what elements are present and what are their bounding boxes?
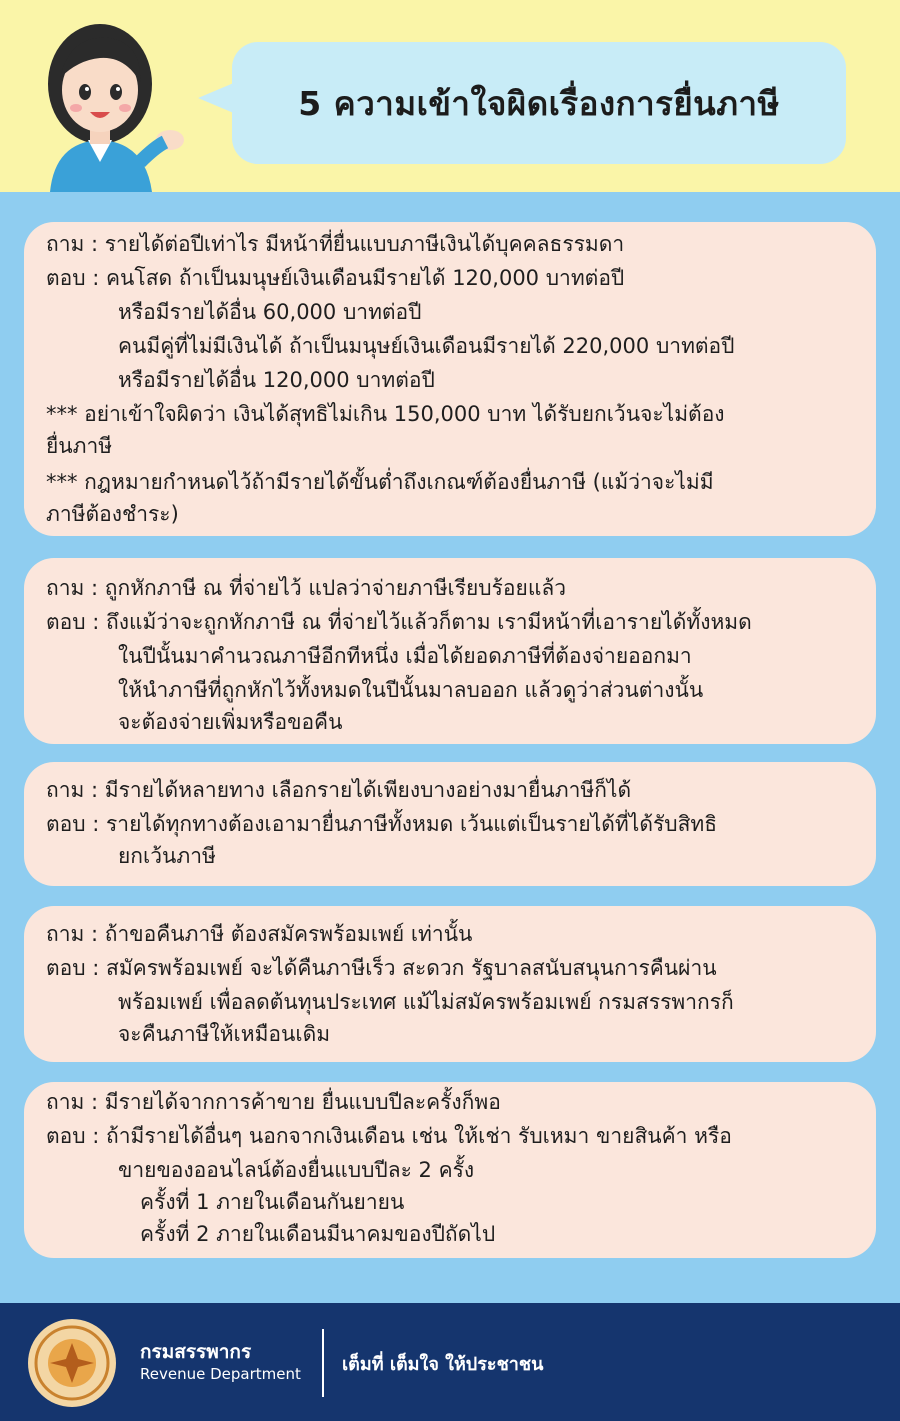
answer-line: ตอบ : ถึงแม้ว่าจะถูกหักภาษี ณ ที่จ่ายไว้แล้วก็ตาม เรามีหน้าที่เอารายได้ทั้งหมด xyxy=(46,610,752,634)
footer-divider xyxy=(322,1329,324,1397)
answer-line: ตอบ : รายได้ทุกทางต้องเอามายื่นภาษีทั้งหมด เว้นแต่เป็นรายได้ที่ได้รับสิทธิ xyxy=(46,812,718,836)
question-line: ถาม : มีรายได้หลายทาง เลือกรายได้เพียงบางอย่างมายื่นภาษีก็ได้ xyxy=(46,778,632,802)
footer-bar xyxy=(0,1303,900,1421)
answer-line: จะต้องจ่ายเพิ่มหรือขอคืน xyxy=(118,710,343,734)
footer-slogan: เต็มที่ เต็มใจ ให้ประชาชน xyxy=(342,1354,544,1375)
answer-line: ในปีนั้นมาคำนวณภาษีอีกทีหนึ่ง เมื่อได้ยอดภาษีที่ต้องจ่ายออกมา xyxy=(118,644,692,668)
answer-line: ยกเว้นภาษี xyxy=(118,844,216,868)
question-line: ถาม : รายได้ต่อปีเท่าไร มีหน้าที่ยื่นแบบภาษีเงินได้บุคคลธรรมดา xyxy=(46,232,625,256)
answer-line: หรือมีรายได้อื่น 60,000 บาทต่อปี xyxy=(118,300,422,324)
note-line: ยื่นภาษี xyxy=(46,434,113,458)
page-title: 5 ความเข้าใจผิดเรื่องการยื่นภาษี xyxy=(298,83,780,123)
answer-line: จะคืนภาษีให้เหมือนเดิม xyxy=(118,1022,331,1046)
speech-bubble-tail xyxy=(198,82,236,114)
question-line: ถาม : ถ้าขอคืนภาษี ต้องสมัครพร้อมเพย์ เท่านั้น xyxy=(46,922,473,946)
question-line: ถาม : มีรายได้จากการค้าขาย ยื่นแบบปีละครั้งก็พอ xyxy=(46,1090,501,1114)
department-name-english: Revenue Department xyxy=(140,1365,301,1383)
answer-line: ให้นำภาษีที่ถูกหักไว้ทั้งหมดในปีนั้นมาลบออก แล้วดูว่าส่วนต่างนั้น xyxy=(118,678,704,702)
answer-line: ตอบ : สมัครพร้อมเพย์ จะได้คืนภาษีเร็ว สะดวก รัฐบาลสนับสนุนการคืนผ่าน xyxy=(46,956,717,980)
woman-presenter-icon xyxy=(30,12,190,192)
department-name-thai: กรมสรรพากร xyxy=(140,1341,252,1363)
header-banner xyxy=(0,0,900,192)
note-line: *** กฎหมายกำหนดไว้ถ้ามีรายได้ขั้นต่ำถึงเกณฑ์ต้องยื่นภาษี (แม้ว่าจะไม่มี xyxy=(46,470,714,494)
question-line: ถาม : ถูกหักภาษี ณ ที่จ่ายไว้ แปลว่าจ่ายภาษีเรียบร้อยแล้ว xyxy=(46,576,567,600)
note-line: ภาษีต้องชำระ) xyxy=(46,502,179,526)
qa-card-1 xyxy=(24,222,876,536)
qa-card-2 xyxy=(24,558,876,744)
schedule-line: ครั้งที่ 2 ภายในเดือนมีนาคมของปีถัดไป xyxy=(140,1222,496,1246)
answer-line: ตอบ : ถ้ามีรายได้อื่นๆ นอกจากเงินเดือน เช่น ให้เช่า รับเหมา ขายสินค้า หรือ xyxy=(46,1124,732,1148)
qa-card-4 xyxy=(24,906,876,1062)
revenue-department-seal-icon xyxy=(26,1317,118,1409)
answer-line: หรือมีรายได้อื่น 120,000 บาทต่อปี xyxy=(118,368,435,392)
answer-line: คนมีคู่ที่ไม่มีเงินได้ ถ้าเป็นมนุษย์เงินเดือนมีรายได้ 220,000 บาทต่อปี xyxy=(118,334,735,358)
answer-line: ขายของออนไลน์ต้องยื่นแบบปีละ 2 ครั้ง xyxy=(118,1158,475,1182)
speech-bubble xyxy=(232,42,846,164)
qa-card-5 xyxy=(24,1082,876,1258)
answer-line: ตอบ : คนโสด ถ้าเป็นมนุษย์เงินเดือนมีรายได้ 120,000 บาทต่อปี xyxy=(46,266,625,290)
answer-line: พร้อมเพย์ เพื่อลดต้นทุนประเทศ แม้ไม่สมัครพร้อมเพย์ กรมสรรพากรก็ xyxy=(118,990,734,1014)
note-line: *** อย่าเข้าใจผิดว่า เงินได้สุทธิไม่เกิน 150,000 บาท ได้รับยกเว้นจะไม่ต้อง xyxy=(46,402,725,426)
qa-card-3 xyxy=(24,762,876,886)
schedule-line: ครั้งที่ 1 ภายในเดือนกันยายน xyxy=(140,1190,405,1214)
